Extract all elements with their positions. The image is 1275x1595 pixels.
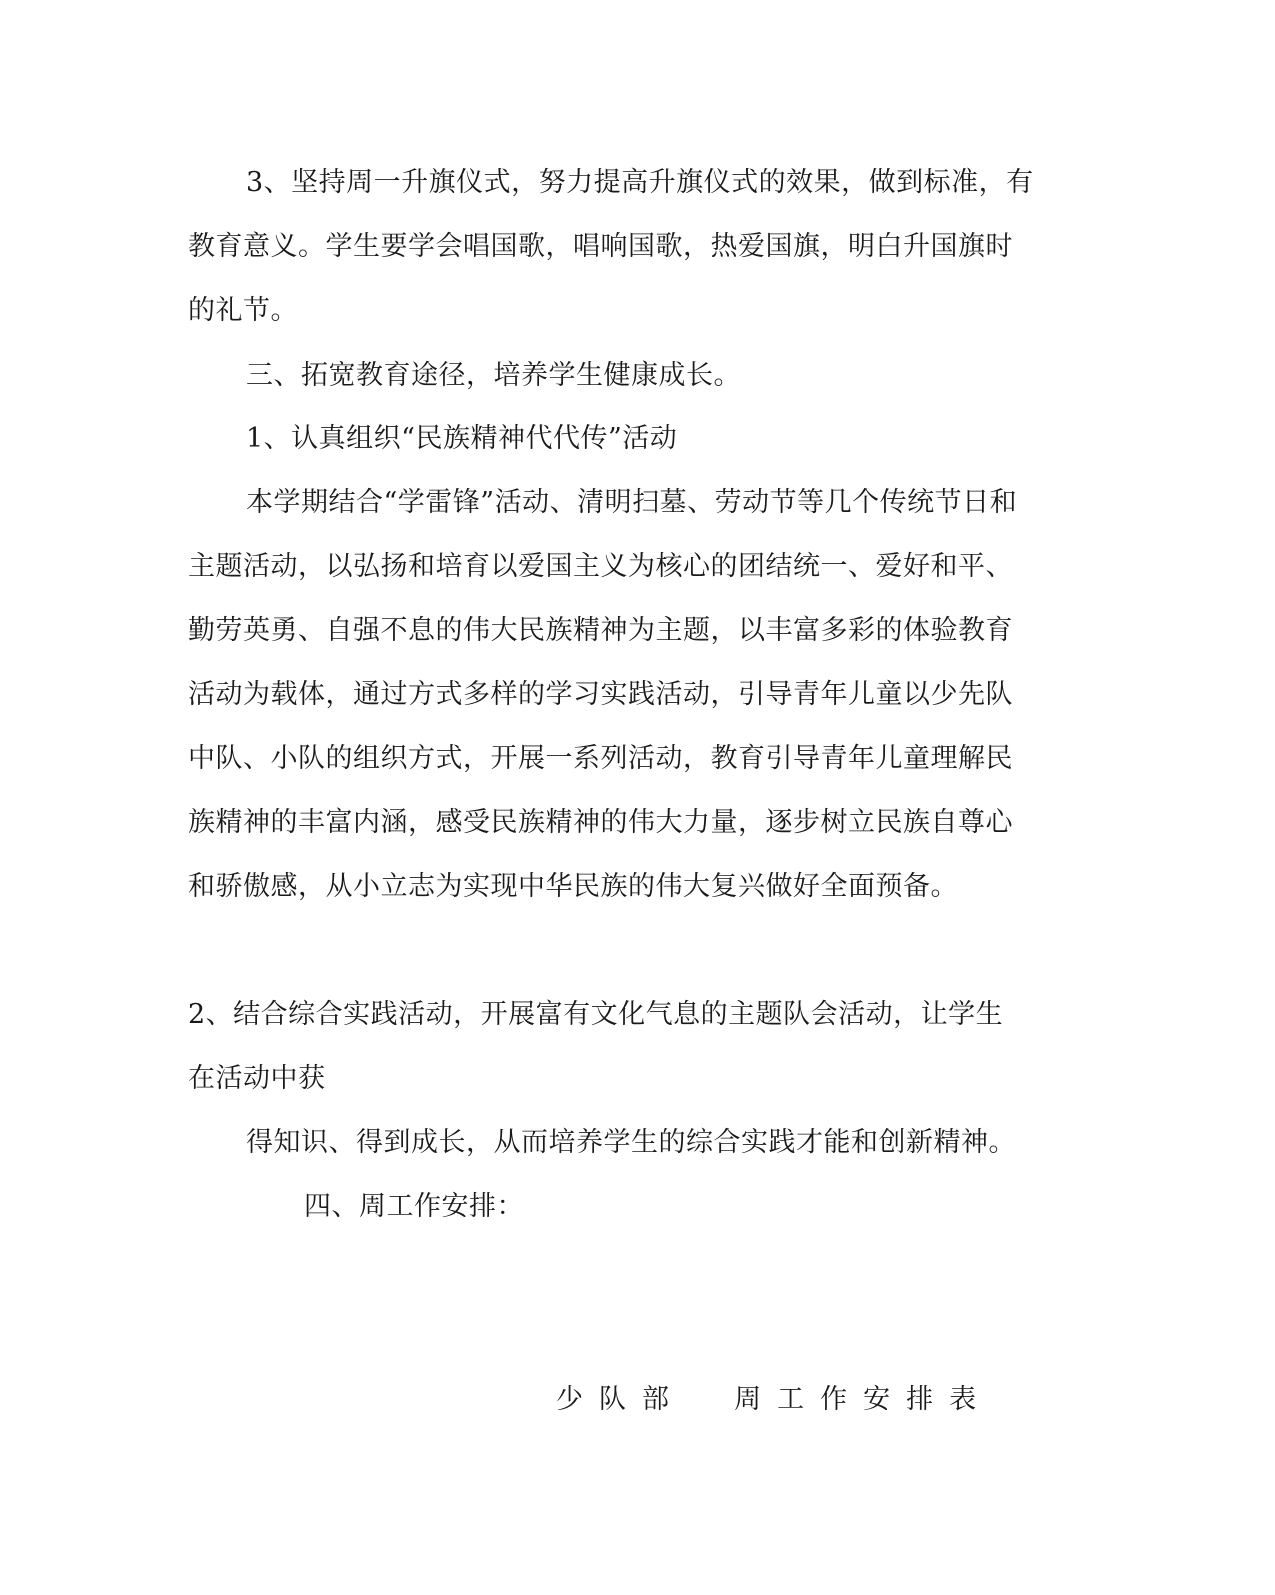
national-spirit-line-2: 主题活动，以弘扬和培育以爱国主义为核心的团结统一、爱好和平、 — [188, 551, 1013, 582]
national-spirit-line-5: 中队、小队的组织方式，开展一系列活动，教育引导青年儿童理解民 — [188, 743, 1013, 774]
flag-ceremony-line-3: 的礼节。 — [188, 295, 298, 326]
national-spirit-line-3: 勤劳英勇、自强不息的伟大民族精神为主题，以丰富多彩的体验教育 — [188, 615, 1013, 646]
national-spirit-line-4: 活动为载体，通过方式多样的学习实践活动，引导青年儿童以少先队 — [188, 679, 1013, 710]
section-four-heading: 四、周工作安排： — [304, 1191, 524, 1222]
item-two-line-2: 在活动中获 — [188, 1063, 326, 1094]
flag-ceremony-line-2: 教育意义。学生要学会唱国歌，唱响国歌，热爱国旗，明白升国旗时 — [188, 231, 1013, 262]
national-spirit-line-7: 和骄傲感，从小立志为实现中华民族的伟大复兴做好全面预备。 — [188, 871, 958, 902]
national-spirit-line-6: 族精神的丰富内涵，感受民族精神的伟大力量，逐步树立民族自尊心 — [188, 807, 1013, 838]
national-spirit-line-1: 本学期结合“学雷锋”活动、清明扫墓、劳动节等几个传统节日和 — [246, 487, 1018, 518]
item-two-continued: 得知识、得到成长，从而培养学生的综合实践才能和创新精神。 — [246, 1127, 1016, 1158]
item-two-line-1: 2、结合综合实践活动，开展富有文化气息的主题队会活动，让学生 — [188, 999, 1004, 1030]
item-one-heading: 1、认真组织“民族精神代代传”活动 — [246, 423, 678, 454]
section-three-heading: 三、拓宽教育途径，培养学生健康成长。 — [246, 360, 741, 391]
schedule-table-title: 少队部 周工作安排表 — [556, 1384, 993, 1415]
flag-ceremony-line-1: 3、坚持周一升旗仪式，努力提高升旗仪式的效果，做到标准，有 — [246, 167, 1034, 198]
